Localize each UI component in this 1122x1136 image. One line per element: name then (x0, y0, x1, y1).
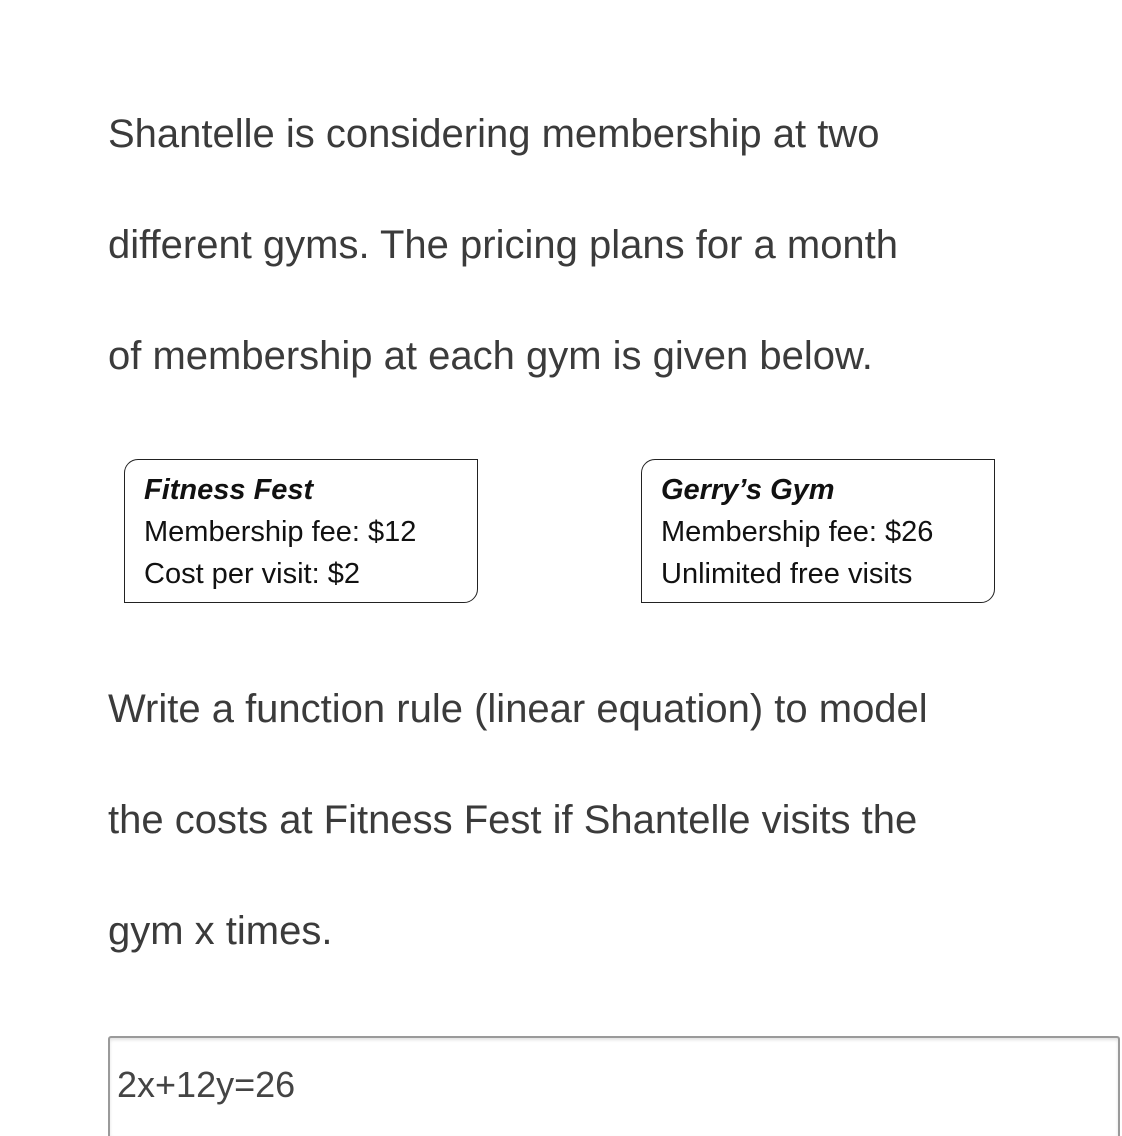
question-intro-line-2: different gyms. The pricing plans for a month (108, 223, 899, 267)
question-intro-line-1: Shantelle is considering membership at two (108, 112, 880, 156)
question-prompt-line-1: Write a function rule (linear equation) to model (108, 687, 928, 731)
gym-card-fitness-fest (124, 459, 478, 603)
answer-box[interactable] (108, 1036, 1120, 1136)
gym-membership-fee: Membership fee: $12 (144, 516, 417, 548)
gym-name: Gerry’s Gym (661, 474, 835, 506)
gym-visit-cost: Unlimited free visits (661, 558, 913, 590)
gym-membership-fee: Membership fee: $26 (661, 516, 934, 548)
answer-input[interactable] (117, 1064, 1097, 1106)
gym-name: Fitness Fest (144, 474, 314, 506)
question-prompt-line-3: gym x times. (108, 909, 333, 953)
gym-card-gerrys-gym (641, 459, 995, 603)
question-intro-line-3: of membership at each gym is given below. (108, 334, 873, 378)
question-prompt-line-2: the costs at Fitness Fest if Shantelle visits the (108, 798, 918, 842)
gym-visit-cost: Cost per visit: $2 (144, 558, 360, 590)
